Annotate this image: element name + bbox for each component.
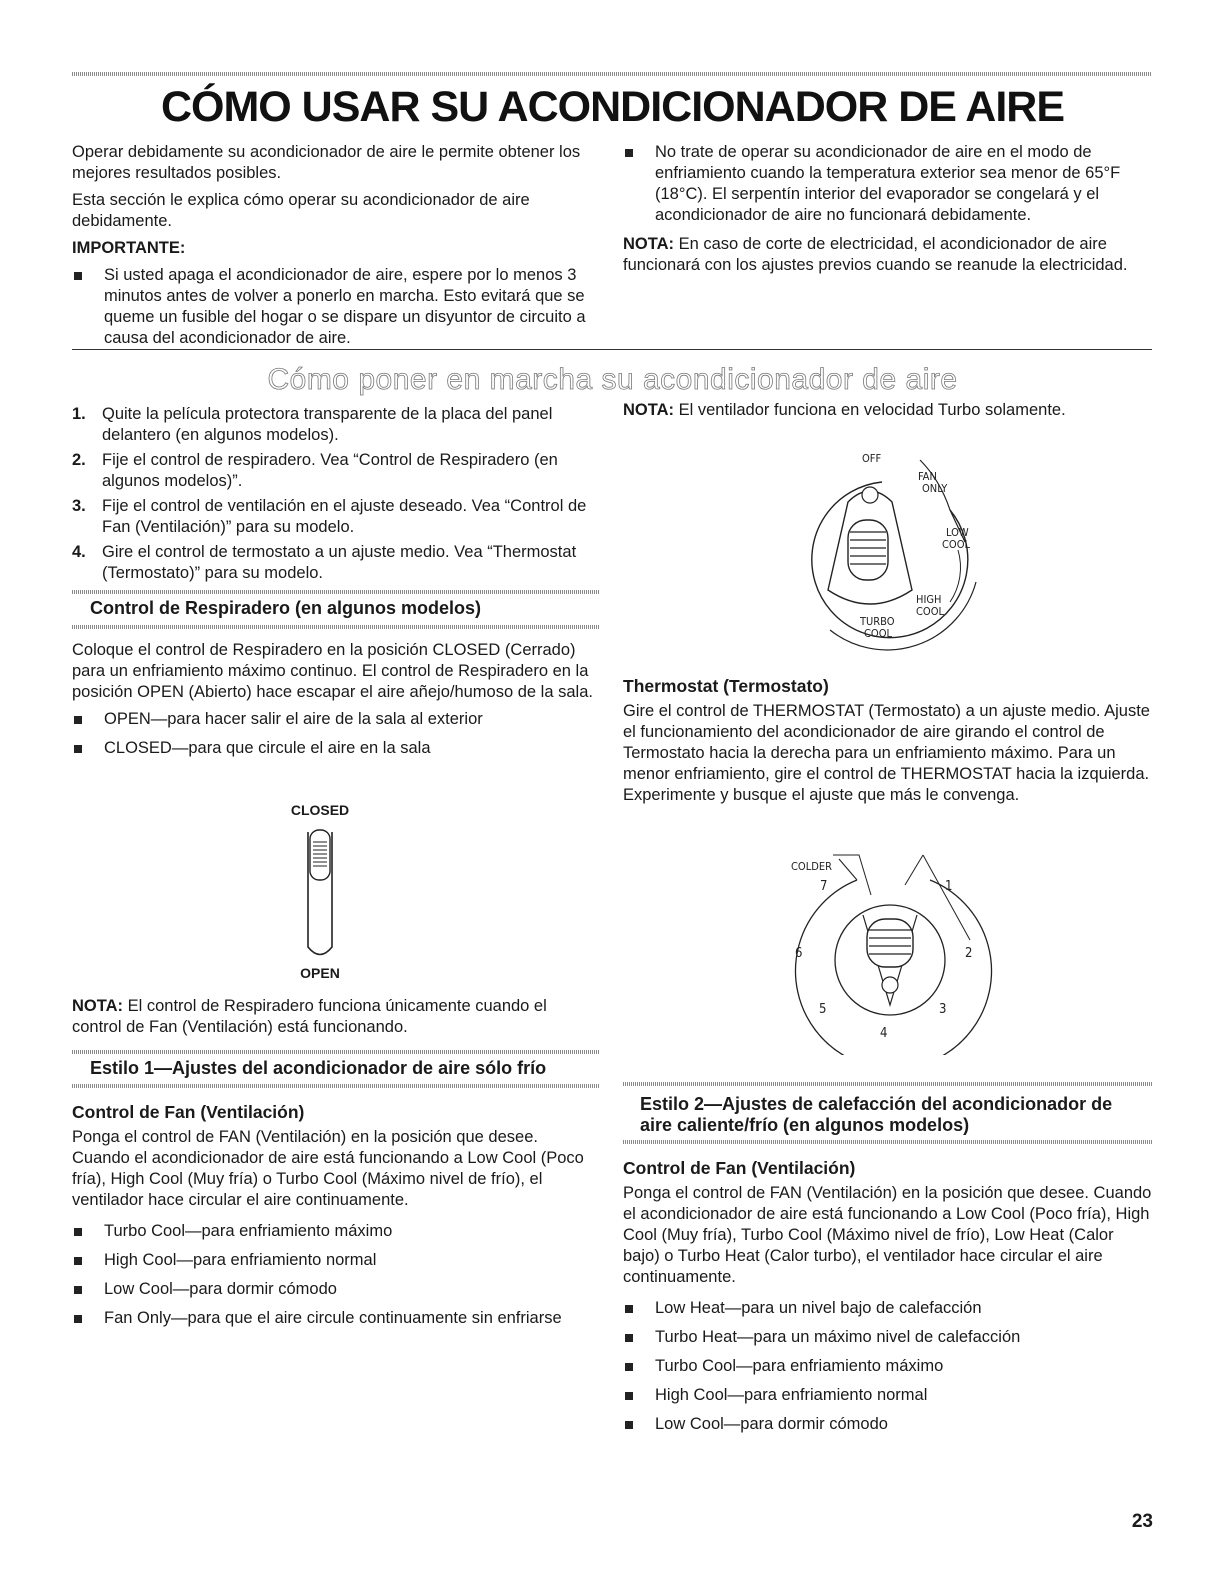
thermo-2-label: 2: [965, 946, 973, 961]
bullet-icon: [74, 745, 82, 753]
fan-dial-fan-label: FAN: [918, 470, 937, 483]
fan-dial-turbo-label: TURBO: [860, 615, 895, 628]
list-item-text: High Cool—para enfriamiento normal: [104, 1251, 377, 1269]
vent-note: [72, 996, 600, 1038]
thermostat-heading: Thermostat (Termostato): [623, 676, 829, 696]
list-item: [72, 1221, 592, 1242]
list-item-text: Low Cool—para dormir cómodo: [104, 1280, 337, 1298]
bullet-icon: [625, 149, 633, 157]
vent-open-label: OPEN: [300, 965, 340, 981]
step-number: 4.: [72, 543, 86, 561]
step-text: Quite la película protectora transparente de la placa del panel delantero (en algunos modelos).: [102, 405, 553, 444]
list-item: [72, 738, 600, 759]
section-divider: [72, 349, 1152, 350]
style1-heading: Estilo 1—Ajustes del acondicionador de aire sólo frío: [90, 1058, 547, 1078]
vent-closed-label: CLOSED: [290, 802, 350, 818]
thermo-7-label: 7: [820, 879, 828, 894]
nota-text: El ventilador funciona en velocidad Turbo solamente.: [674, 401, 1066, 419]
power-failure-note: [623, 234, 1148, 276]
turbo-note: [623, 400, 1153, 421]
dotted-rule: [72, 625, 600, 629]
dotted-rule: [72, 590, 600, 594]
list-item: [623, 1414, 1153, 1435]
thermostat-dial: [775, 845, 1005, 1055]
bullet-icon: [74, 1286, 82, 1294]
list-item-text: Fan Only—para que el aire circule continuamente sin enfriarse: [104, 1309, 562, 1327]
intro-paragraph-1: Operar debidamente su acondicionador de aire le permite obtener los mejores resultados posibles.: [72, 143, 581, 182]
fan-dial-low-cool-label: COOL: [942, 538, 970, 551]
style1-fan-heading: Control de Fan (Ventilación): [72, 1102, 305, 1122]
important-bullet-2: No trate de operar su acondicionador de aire en el modo de enfriamiento cuando la temperatura exterior sea menor de 65°F (18°C). El serpentín interior del evaporador se congelará y el acondicionador de aire no funcionará debidamente.: [655, 143, 1121, 224]
list-item-text: Turbo Cool—para enfriamiento máximo: [104, 1222, 393, 1240]
thermo-6-label: 6: [795, 946, 803, 961]
fan-dial-low-label: LOW: [946, 526, 969, 539]
important-label: IMPORTANTE:: [72, 239, 186, 257]
fan-dial-high-label: HIGH: [916, 593, 942, 606]
list-item: [72, 709, 600, 730]
style1-fan-text: Ponga el control de FAN (Ventilación) en la posición que desee. Cuando el acondicionador de aire está funcionando a Low Cool (Poco fría), High Cool (Muy fría) o Turbo Cool (Máximo nivel de frío), el ventilador hace circular el aire continuamente.: [72, 1128, 584, 1209]
page-title: CÓMO USAR SU ACONDICIONADOR DE AIRE: [160, 83, 1065, 131]
bullet-icon: [625, 1363, 633, 1371]
dotted-rule: [623, 1140, 1153, 1144]
step-item: [72, 496, 600, 538]
list-item: [623, 1298, 1153, 1319]
vent-text: Coloque el control de Respiradero en la posición CLOSED (Cerrado) para un enfriamiento máximo continuo. El control de Respiradero en la posición OPEN (Abierto) hace escapar el aire añejo/humoso de la sala.: [72, 641, 593, 701]
vent-slider-icon: [300, 822, 340, 962]
thermostat-text: Gire el control de THERMOSTAT (Termostato) a un ajuste medio. Ajuste el funcionamiento del acondicionador de aire girando el control de Termostato hacia la derecha para un enfriamiento máximo. Para un menor enfriamiento, gire el control de THERMOSTAT hacia la izquierda. Experimente y busque el ajuste que más le convenga.: [623, 702, 1150, 804]
nota-label: NOTA:: [623, 235, 675, 253]
nota-text: En caso de corte de electricidad, el acondicionador de aire funcionará con los ajustes previos cuando se reanude la electricidad.: [623, 235, 1128, 274]
vent-bullet-open: OPEN—para hacer salir el aire de la sala al exterior: [104, 710, 483, 728]
dotted-rule: [623, 1082, 1153, 1086]
bullet-icon: [625, 1421, 633, 1429]
step-number: 3.: [72, 497, 86, 515]
bullet-icon: [625, 1392, 633, 1400]
intro-right-column: [623, 142, 1148, 282]
bullet-icon: [625, 1305, 633, 1313]
step-text: Fije el control de ventilación en el ajuste deseado. Vea “Control de Fan (Ventilación)” para su modelo.: [102, 497, 587, 536]
list-item-text: High Cool—para enfriamiento normal: [655, 1386, 928, 1404]
list-item: [72, 1250, 592, 1271]
fan-dial-only-label: ONLY: [922, 482, 948, 495]
style2-fan-text: Ponga el control de FAN (Ventilación) en la posición que desee. Cuando el acondicionador de aire está funcionando a Low Cool (Poco fría), High Cool (Muy fría), Turbo Cool (Máximo nivel de frío), Low Heat (Calor bajo) o Turbo Heat (Calor turbo), el ventilador hace circular el aire continuamente.: [623, 1184, 1152, 1286]
step-item: [72, 404, 600, 446]
list-item: [623, 142, 1148, 226]
fan-dial-off-label: OFF: [862, 452, 882, 465]
vent-heading: Control de Respiradero (en algunos modelos): [90, 598, 482, 618]
list-item: [72, 1308, 592, 1329]
nota-label: NOTA:: [623, 401, 675, 419]
list-item: [623, 1356, 1153, 1377]
step-text: Gire el control de termostato a un ajuste medio. Vea “Thermostat (Termostato)” para su modelo.: [102, 543, 577, 582]
bullet-icon: [74, 1315, 82, 1323]
vent-control-diagram: [270, 800, 370, 985]
fan-dial-high-cool-label: COOL: [916, 605, 944, 618]
step-number: 2.: [72, 451, 86, 469]
bullet-icon: [74, 272, 82, 280]
intro-left-column: [72, 142, 587, 357]
steps-list: [72, 404, 600, 588]
list-item: [623, 1327, 1153, 1348]
list-item-text: Low Cool—para dormir cómodo: [655, 1415, 888, 1433]
list-item: [72, 1279, 592, 1300]
thermo-1-label: 1: [945, 879, 953, 894]
vent-section: [72, 640, 600, 767]
list-item: [72, 265, 587, 349]
dotted-rule: [72, 1084, 600, 1088]
bullet-icon: [74, 1228, 82, 1236]
step-item: [72, 542, 600, 584]
bullet-icon: [74, 1257, 82, 1265]
dotted-rule: [72, 1050, 600, 1054]
thermo-colder-label: COLDER: [791, 860, 832, 873]
nota-label: NOTA:: [72, 997, 124, 1015]
vent-bullet-closed: CLOSED—para que circule el aire en la sala: [104, 739, 431, 757]
step-number: 1.: [72, 405, 86, 423]
list-item-text: Turbo Cool—para enfriamiento máximo: [655, 1357, 944, 1375]
thermo-4-label: 4: [880, 1026, 888, 1041]
thermostat-section: [623, 676, 1153, 812]
intro-paragraph-2: Esta sección le explica cómo operar su acondicionador de aire debidamente.: [72, 191, 530, 230]
section-title: Cómo poner en marcha su acondicionador de aire: [267, 363, 958, 396]
bullet-icon: [74, 716, 82, 724]
fan-dial-turbo-cool-label: COOL: [864, 627, 892, 640]
list-item-text: Low Heat—para un nivel bajo de calefacción: [655, 1299, 982, 1317]
important-bullet-1: Si usted apaga el acondicionador de aire, espere por lo menos 3 minutos antes de volver a ponerlo en marcha. Esto evitará que se queme un fusible del hogar o se dispare un disyuntor de circuito a causa del acondicionador de aire.: [104, 266, 586, 347]
style2-heading: Estilo 2—Ajustes de calefacción del acondicionador de aire caliente/frío (en algunos modelos): [640, 1094, 1113, 1135]
list-item: [623, 1385, 1153, 1406]
step-text: Fije el control de respiradero. Vea “Control de Respiradero (en algunos modelos)”.: [102, 451, 558, 490]
fan-control-dial: [800, 440, 1000, 660]
style1-section: [72, 1102, 592, 1337]
style2-fan-heading: Control de Fan (Ventilación): [623, 1158, 856, 1178]
page-number: 23: [1131, 1511, 1153, 1532]
nota-text: El control de Respiradero funciona únicamente cuando el control de Fan (Ventilación) está funcionando.: [72, 997, 547, 1036]
step-item: [72, 450, 600, 492]
top-dotted-rule: [72, 72, 1152, 76]
list-item-text: Turbo Heat—para un máximo nivel de calefacción: [655, 1328, 1021, 1346]
thermo-5-label: 5: [819, 1002, 827, 1017]
thermo-3-label: 3: [939, 1002, 947, 1017]
bullet-icon: [625, 1334, 633, 1342]
style2-section: [623, 1158, 1153, 1443]
